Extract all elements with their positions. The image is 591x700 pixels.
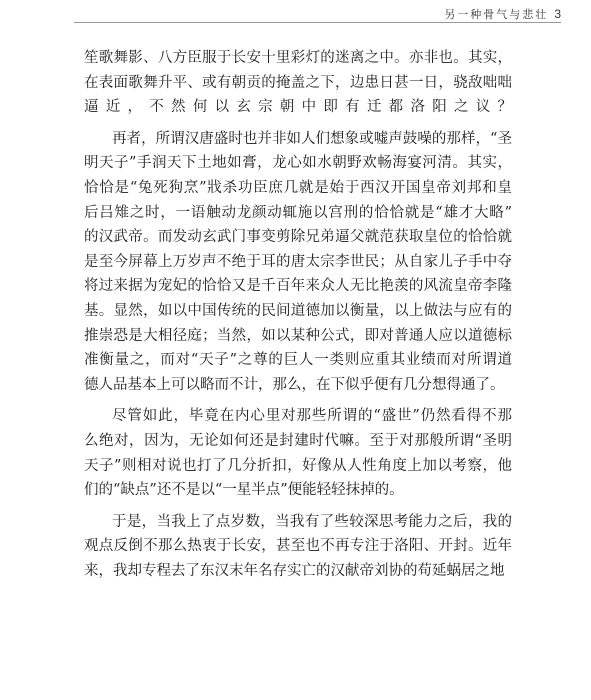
body-text: [84, 46, 512, 583]
paragraph-gap: [84, 397, 512, 404]
text-line: 于是，当我上了点岁数，当我有了些较深思考能力之后，我的: [112, 513, 512, 530]
text-line: 天子”则相对说也打了几分折扣，好像从人性角度上加以考察，他: [84, 457, 512, 474]
paragraph: [84, 127, 512, 398]
text-line: 逼近，不然何以玄宗朝中即有迁都洛阳之议？: [84, 99, 512, 116]
paragraph: [84, 510, 512, 584]
text-line: 是至今屏幕上万岁声不绝于耳的唐太宗李世民；从自家儿子手中夺: [84, 253, 512, 270]
text-line: 准衡量之，而对“天子”之尊的巨人一类则应重其业绩而对所谓道: [84, 352, 512, 369]
text-line: 德人品基本上可以略而不计，那么，在下似乎便有几分想得通了。: [84, 376, 505, 393]
text-line: 们的“缺点”还不是以“一星半点”便能轻轻抹掉的。: [84, 482, 404, 499]
text-line: 推崇恐是大相径庭；当然，如以某种公式，即对普通人应以道德标: [84, 327, 512, 344]
paragraph-gap: [84, 120, 512, 127]
text-line: 再者，所谓汉唐盛时也并非如人们想象或嘘声鼓噪的那样，“圣: [112, 130, 512, 147]
text-line: 观点反倒不那么热衷于长安，甚至也不再专注于洛阳、开封。近年: [84, 538, 512, 555]
text-line: 将过来据为宠妃的恰恰又是千百年来众人无比艳羡的风流皇帝李隆: [84, 278, 512, 295]
running-title: 另一种骨气与悲壮: [444, 8, 549, 21]
header-rule: [74, 22, 561, 23]
text-line: 恰恰是“兔死狗烹”戕杀功臣庶几就是始于西汉开国皇帝刘邦和皇: [84, 179, 512, 196]
page-number: 3: [554, 7, 561, 21]
text-line: 明天子”手润天下土地如膏，龙心如水朝野欢畅海宴河清。其实，: [84, 155, 512, 172]
paragraph: [84, 404, 512, 502]
paragraph: [84, 46, 512, 120]
running-header: [444, 6, 561, 22]
text-line: 来，我却专程去了东汉末年名存实亡的汉献帝刘协的苟延蜗居之地: [84, 562, 505, 579]
text-line: 基。显然，如以中国传统的民间道德加以衡量，以上做法与应有的: [84, 302, 512, 319]
text-line: 笙歌舞影、八方臣服于长安十里彩灯的迷离之中。亦非也。其实，: [84, 50, 512, 66]
text-line: 后吕雉之时，一语触动龙颜动辄施以宫刑的恰恰就是“雄才大略”: [84, 204, 512, 221]
text-line: 的汉武帝。而发动玄武门事变剪除兄弟逼父就范获取皇位的恰恰就: [84, 229, 512, 246]
paragraph-gap: [84, 503, 512, 510]
text-line: 在表面歌舞升平、或有朝贡的掩盖之下，边患日甚一日，骁敌咄咄: [84, 74, 512, 91]
text-line: 尽管如此，毕竟在内心里对那些所谓的“盛世”仍然看得不那: [112, 408, 512, 425]
text-line: 么绝对，因为，无论如何还是封建时代嘛。至于对那般所谓“圣明: [84, 432, 512, 449]
